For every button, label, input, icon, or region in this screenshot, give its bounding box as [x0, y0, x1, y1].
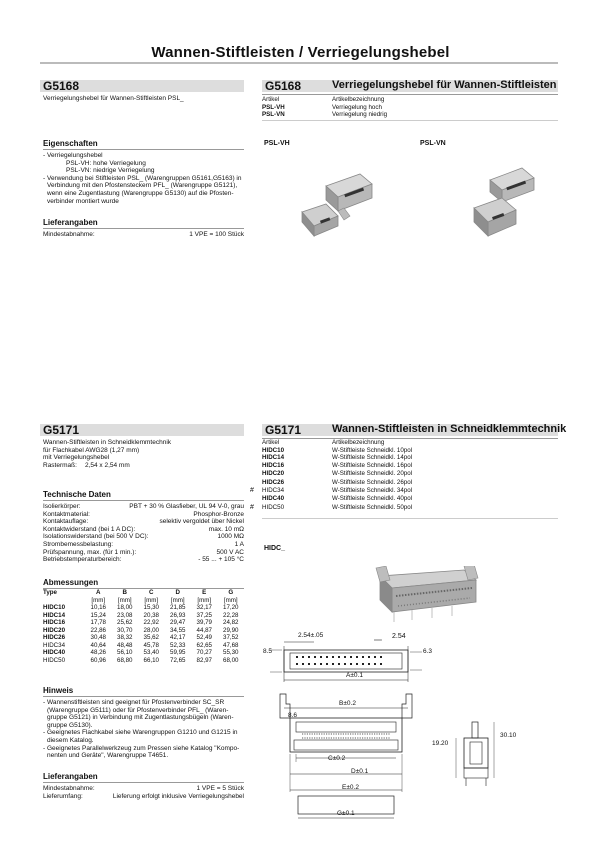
value-cell: 82,97	[196, 656, 212, 664]
lieferangaben-heading: Lieferangaben	[43, 218, 98, 227]
eigenschaften-list	[43, 152, 253, 205]
value-cell: 72,65	[170, 656, 186, 664]
value-cell: 37,25	[196, 611, 212, 619]
article-code: HIDC10	[262, 446, 285, 454]
raster-value: 2,54 x 2,54 mm	[84, 461, 130, 469]
type-cell: HIDC34	[43, 641, 66, 649]
photo-label-psl-vn: PSL-VN	[420, 140, 446, 147]
value-cell: 30,48	[90, 634, 106, 641]
lieferumfang-label: Lieferumfang:	[43, 793, 83, 800]
tech-label: Betriebstemperaturbereich:	[43, 556, 122, 564]
divider	[43, 782, 244, 783]
unit-cell: [mm]	[223, 596, 238, 604]
table-row	[262, 104, 387, 112]
g5171-article-table	[250, 439, 412, 512]
dim-pitch-2: 2.54	[392, 633, 406, 640]
value-cell: 25,62	[117, 619, 133, 626]
table-unit-row	[43, 597, 244, 605]
article-code: PSL-VN	[262, 111, 285, 118]
value-cell: 70,27	[196, 649, 212, 656]
tech-value: Phosphor-Bronze	[193, 510, 244, 518]
tech-row	[43, 511, 244, 519]
mindestabnahme-value: 1 VPE = 100 Stück	[189, 231, 244, 238]
eigenschaften-line: verbinder montiert wurde	[47, 197, 119, 205]
tech-value: PBT + 30 % Glasfieber, UL 94 V-0, grau	[129, 503, 244, 510]
g5171-subtitle	[43, 439, 171, 469]
article-code: PSL-VH	[262, 103, 285, 111]
photo-label-psl-vh: PSL-VH	[264, 140, 290, 147]
table-header: Type	[43, 589, 57, 596]
value-cell: 10,16	[90, 604, 106, 611]
unit-cell	[43, 597, 85, 605]
psl-vn-photo	[472, 162, 562, 247]
table-header: G	[228, 589, 234, 596]
value-cell: 34,55	[170, 626, 186, 634]
value-cell: 22,28	[223, 611, 239, 619]
dim-small: 8.6	[288, 712, 298, 719]
article-desc: W-Stiftleiste Schneidkl. 40pol	[332, 495, 413, 503]
table-header: Artikelbezeichnung	[332, 96, 385, 103]
unit-cell: [mm]	[91, 596, 106, 604]
tech-value: - 55 ... + 105 °C	[198, 556, 244, 564]
value-cell: 48,48	[117, 641, 133, 649]
table-row	[262, 111, 387, 119]
eigenschaften-heading: Eigenschaften	[43, 139, 98, 148]
mark-cell	[250, 469, 262, 479]
tech-label: Isolierkörper:	[43, 503, 81, 510]
divider	[43, 228, 244, 229]
value-cell: 28,00	[143, 626, 159, 634]
tech-row	[43, 533, 244, 541]
value-cell: 15,24	[90, 611, 106, 619]
tech-value: max. 10 mΩ	[208, 525, 244, 533]
value-cell: 53,40	[143, 649, 159, 656]
dim-d: D±0.1	[351, 768, 369, 775]
hinweis-list	[43, 699, 253, 760]
tech-label: Strombemessbelastung:	[43, 540, 114, 548]
raster-line	[43, 462, 171, 470]
table-header: Artikel	[262, 96, 280, 103]
article-code: HIDC20	[262, 470, 285, 478]
table-header: A	[96, 589, 101, 596]
value-cell: 15,30	[143, 604, 159, 611]
value-cell: 60,96	[90, 656, 106, 664]
value-cell: 66,10	[143, 656, 159, 664]
table-header: Artikel	[262, 439, 280, 446]
g5171-code: G5171	[43, 423, 80, 437]
dim-left: 8.5	[263, 648, 273, 655]
hinweis-line: (Warengruppe G5111) oder für Pfostenverbinder PFL_ (Waren-	[47, 706, 229, 714]
unit-cell: [mm]	[144, 596, 159, 604]
table-row	[43, 657, 244, 665]
tech-row	[43, 526, 244, 534]
value-cell: 42,17	[170, 634, 186, 641]
hinweis-line: - Geeignetes Flachkabel siehe Warengruppen G1210 und G1215 in	[43, 729, 238, 737]
table-row	[43, 627, 244, 635]
table-header: B	[122, 589, 127, 596]
value-cell: 22,92	[143, 619, 159, 626]
subtitle-line: mit Verriegelungshebel	[43, 454, 110, 462]
type-cell: HIDC50	[43, 656, 66, 664]
article-desc: Verriegelung hoch	[332, 103, 382, 111]
page-title: Wannen-Stiftleisten / Verriegelungshebel	[151, 44, 450, 61]
hinweis-line: diesem Katalog.	[47, 736, 94, 744]
value-cell: 44,87	[196, 626, 212, 634]
mindestabnahme-label: Mindestabnahme:	[43, 231, 95, 238]
table-row	[250, 504, 412, 512]
front-view-drawing	[262, 690, 422, 850]
value-cell: 30,70	[117, 626, 133, 634]
tech-row	[43, 518, 244, 526]
type-cell: HIDC20	[43, 626, 66, 634]
table-row	[43, 649, 244, 657]
dim-e: E±0.2	[342, 784, 359, 791]
value-cell: 29,47	[170, 619, 186, 626]
mark-cell	[250, 454, 262, 462]
tech-row	[43, 541, 244, 549]
g5168-article-table	[262, 96, 387, 119]
table-row	[250, 454, 412, 462]
tech-heading: Technische Daten	[43, 490, 111, 499]
tech-row	[43, 556, 244, 564]
abmessungen-heading: Abmessungen	[43, 578, 99, 587]
table-row	[250, 469, 412, 479]
type-cell: HIDC26	[43, 634, 66, 641]
table-row	[43, 642, 244, 650]
tech-row	[43, 503, 244, 511]
hinweis-line: - Wannenstiftleisten sind geeignet für Pfostenverbinder SC_SR	[43, 699, 225, 706]
g5171-right-title: Wannen-Stiftleisten in Schneidklemmtechnik	[332, 423, 567, 435]
dim-g: G±0.1	[337, 810, 355, 817]
article-code: HIDC26	[262, 479, 285, 486]
table-row	[250, 447, 412, 455]
article-code: HIDC34	[262, 486, 285, 494]
table-row	[250, 479, 412, 487]
table-header: Artikelbezeichnung	[332, 439, 385, 446]
value-cell: 37,52	[223, 634, 239, 641]
unit-cell: [mm]	[117, 596, 132, 604]
hinweis-line: - Geeignetes Parallelwerkzeug zum Pressen siehe Katalog "Kompo-	[43, 744, 240, 752]
unit-cell: [mm]	[197, 596, 212, 604]
lieferangaben-heading-2: Lieferangaben	[43, 772, 98, 781]
tech-label: Kontaktauflage:	[43, 518, 89, 526]
g5168-code-right: G5168	[265, 79, 302, 93]
article-desc: W-Stiftleiste Schneidkl. 34pol	[332, 486, 413, 494]
value-cell: 26,93	[170, 611, 186, 619]
mindestabnahme-label-2: Mindestabnahme:	[43, 785, 95, 792]
article-desc: W-Stiftleiste Schneidkl. 16pol	[332, 461, 413, 469]
value-cell: 55,30	[223, 649, 239, 656]
type-cell: HIDC40	[43, 649, 66, 656]
mark-cell	[250, 494, 262, 504]
hinweis-line: gruppe G5130).	[47, 721, 93, 729]
divider	[43, 696, 244, 697]
value-cell: 38,32	[117, 634, 133, 641]
value-cell: 29,90	[223, 626, 239, 634]
value-cell: 17,20	[223, 604, 239, 611]
tech-label: Isolationswiderstand (bei 500 V DC):	[43, 533, 149, 541]
value-cell: 21,85	[170, 604, 186, 611]
table-row	[250, 487, 412, 495]
dim-a: A±0.1	[346, 672, 363, 679]
article-desc: W-Stiftleiste Schneidkl. 14pol	[332, 454, 413, 461]
tech-label: Kontaktwiderstand (bei 1 A DC):	[43, 525, 136, 533]
dim-side-h: 19.20	[432, 740, 449, 747]
g5168-subtitle: Verriegelungshebel für Wannen-Stiftleisten PSL_	[43, 95, 184, 102]
mark-cell	[250, 479, 262, 487]
article-code: HIDC40	[262, 495, 285, 503]
hidc-photo	[372, 566, 482, 626]
divider	[43, 149, 244, 150]
article-desc: W-Stiftleiste Schneidkl. 20pol	[332, 470, 413, 478]
tech-value: 1000 MΩ	[217, 533, 244, 541]
g5168-code: G5168	[43, 79, 80, 93]
value-cell: 62,65	[196, 641, 212, 649]
table-row	[43, 604, 244, 612]
value-cell: 59,95	[170, 649, 186, 656]
article-desc: W-Stiftleiste Schneidkl. 26pol	[332, 479, 413, 486]
lieferumfang-value: Lieferung erfolgt inklusive Verriegelungshebel	[112, 793, 244, 800]
eigenschaften-line: - Verwendung bei Stiftleisten PSL_ (Warengruppen G5161,G5163) in	[43, 174, 242, 182]
tech-value: selektiv vergoldet über Nickel	[159, 518, 244, 526]
divider	[262, 94, 558, 95]
table-row	[43, 619, 244, 627]
title-divider	[40, 62, 558, 64]
g5171-code-right: G5171	[265, 423, 302, 437]
value-cell: 17,78	[90, 619, 106, 626]
value-cell: 45,78	[143, 641, 159, 649]
table-header: D	[175, 589, 180, 596]
value-cell: 23,08	[117, 611, 133, 619]
mark-cell: #	[250, 486, 254, 494]
value-cell: 39,79	[196, 619, 212, 626]
unit-cell: [mm]	[170, 596, 185, 604]
table-row	[250, 462, 412, 470]
article-desc: Verriegelung niedrig	[332, 111, 388, 118]
side-view-drawing	[450, 718, 530, 798]
dim-pitch: 2.54±.05	[298, 632, 324, 639]
subtitle-line: für Flachkabel AWG28 (1,27 mm)	[43, 446, 140, 454]
mindestabnahme-value-2: 1 VPE = 5 Stück	[196, 785, 244, 792]
divider	[262, 518, 558, 519]
value-cell: 56,10	[117, 649, 133, 656]
value-cell: 52,49	[196, 634, 212, 641]
mark-cell	[250, 462, 262, 470]
type-cell: HIDC16	[43, 619, 66, 626]
value-cell: 32,17	[196, 604, 212, 611]
tech-list	[43, 503, 244, 564]
value-cell: 47,68	[223, 641, 239, 649]
table-header: E	[202, 589, 207, 596]
dimensions-table	[43, 589, 244, 664]
eigenschaften-line: PSL-VH: hohe Verriegelung	[66, 159, 146, 167]
article-code: HIDC14	[262, 454, 285, 461]
eigenschaften-line: Verbindung mit den Pfostensteckern PFL_ (Warengruppe G5121),	[47, 182, 238, 190]
g5168-right-title: Verriegelungshebel für Wannen-Stiftleisten	[332, 79, 557, 91]
hinweis-line: nenten und Geräte", Warengruppe T4651.	[47, 752, 169, 760]
value-cell: 22,86	[90, 626, 106, 634]
table-row	[43, 612, 244, 620]
article-desc: W-Stiftleiste Schneidkl. 50pol	[332, 504, 413, 511]
value-cell: 24,82	[223, 619, 239, 626]
psl-vh-photo	[298, 164, 388, 244]
hinweis-heading: Hinweis	[43, 686, 74, 695]
dim-side-w: 30.10	[500, 732, 517, 739]
table-header-row	[262, 96, 387, 104]
value-cell: 40,64	[90, 641, 106, 649]
type-cell: HIDC14	[43, 611, 66, 619]
value-cell: 52,33	[170, 641, 186, 649]
eigenschaften-line: - Verriegelungshebel	[43, 152, 103, 159]
article-code: HIDC50	[262, 504, 285, 511]
table-row	[250, 494, 412, 504]
dim-right: 6.3	[423, 648, 433, 655]
subtitle-line: Wannen-Stiftleisten in Schneidklemmtechnik	[43, 439, 172, 446]
dim-b: B±0.2	[339, 700, 356, 707]
article-code: HIDC16	[262, 461, 285, 469]
value-cell: 48,26	[90, 649, 106, 656]
photo-label-hidc: HIDC_	[264, 545, 286, 552]
tech-value: 1 A	[234, 540, 244, 548]
divider	[43, 500, 244, 501]
table-row	[43, 634, 244, 642]
value-cell: 68,80	[117, 656, 133, 664]
type-cell: HIDC10	[43, 604, 66, 611]
mark-cell: #	[250, 504, 254, 511]
tech-label: Kontaktmaterial:	[43, 510, 90, 518]
bottom-view-drawing	[296, 790, 396, 820]
divider	[262, 120, 558, 121]
tech-label: Prüfspannung, max. (für 1 min.):	[43, 548, 137, 556]
eigenschaften-line: PSL-VN: niedrige Verriegelung	[66, 167, 155, 175]
value-cell: 68,00	[223, 656, 239, 664]
mark-cell	[250, 447, 262, 455]
hinweis-line: gruppe G5121) in Verbindung mit Zugentlastungsbügeln (Waren-	[47, 714, 234, 722]
table-header-row	[43, 589, 244, 597]
tech-value: 500 V AC	[216, 548, 244, 556]
table-header-row	[250, 439, 412, 447]
value-cell: 20,38	[143, 611, 159, 619]
dim-c: C±0.2	[328, 755, 346, 762]
article-desc: W-Stiftleiste Schneidkl. 10pol	[332, 446, 413, 454]
raster-label: Rastermaß:	[43, 461, 77, 469]
value-cell: 35,62	[143, 634, 159, 641]
eigenschaften-line: wenn eine Zugentlastung (Warengruppe G5130) auf die Pfosten-	[47, 189, 234, 197]
table-header: C	[149, 589, 154, 596]
value-cell: 18,00	[117, 604, 133, 611]
